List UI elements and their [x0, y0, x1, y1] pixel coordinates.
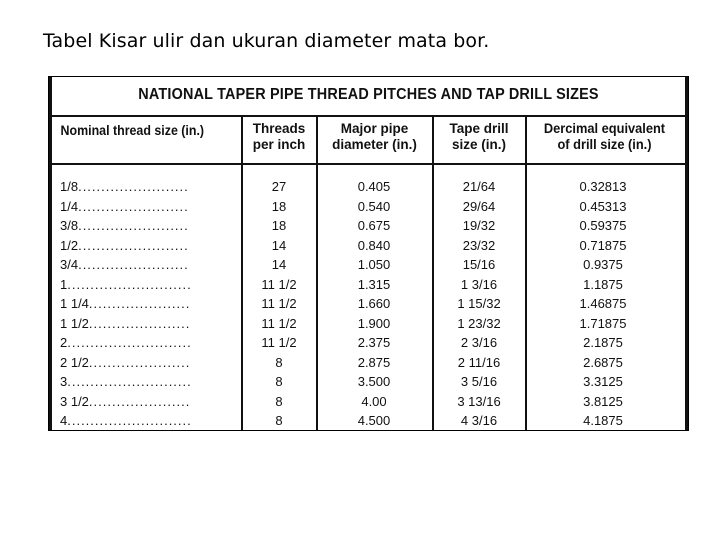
header-decimal-line1: Dercimal equivalent — [543, 121, 666, 136]
header-tape — [434, 121, 524, 153]
cell-major-diameter: 2.875 — [357, 354, 391, 370]
cell-major-diameter: 1.050 — [357, 257, 391, 272]
leader-dots: ........................... — [67, 374, 192, 389]
thread-table — [48, 76, 689, 431]
leader-dots: ........................ — [78, 257, 189, 272]
leader-dots: ...................... — [88, 354, 191, 370]
cell-major-diameter: 3.500 — [357, 374, 391, 389]
cell-nominal-size — [60, 413, 192, 428]
leader-dots: ........................ — [78, 237, 189, 253]
table-row — [49, 199, 688, 214]
cell-decimal-equivalent: 2.6875 — [583, 354, 623, 370]
table-row — [49, 335, 688, 350]
cell-tap-drill-size: 2 11/16 — [457, 354, 501, 370]
cell-nominal-size — [60, 218, 189, 233]
cell-threads-per-inch: 11 1/2 — [261, 296, 297, 311]
cell-threads-per-inch: 18 — [271, 218, 287, 233]
header-divider — [49, 163, 688, 165]
cell-nominal-size — [60, 238, 189, 253]
nominal-size-value: 3 — [60, 374, 68, 389]
leader-dots: ...................... — [88, 315, 191, 331]
cell-tap-drill-size: 2 3/16 — [460, 335, 498, 350]
cell-nominal-size — [60, 316, 190, 331]
leader-dots: ........................ — [78, 179, 189, 194]
cell-threads-per-inch: 11 1/2 — [261, 335, 297, 350]
cell-nominal-size — [60, 335, 192, 350]
cell-major-diameter: 4.00 — [361, 393, 387, 409]
cell-threads-per-inch: 8 — [275, 393, 283, 409]
cell-decimal-equivalent: 0.9375 — [583, 257, 623, 272]
cell-tap-drill-size: 3 13/16 — [457, 393, 501, 409]
cell-major-diameter: 1.315 — [357, 276, 391, 292]
cell-major-diameter: 0.540 — [357, 198, 391, 214]
cell-decimal-equivalent: 0.32813 — [579, 179, 627, 194]
nominal-size-value: 1/2 — [60, 237, 79, 253]
cell-tap-drill-size: 21/64 — [462, 179, 496, 194]
header-major — [318, 121, 431, 153]
cell-decimal-equivalent: 3.8125 — [583, 393, 623, 409]
leader-dots: ........................ — [78, 218, 189, 233]
cell-tap-drill-size: 1 3/16 — [460, 276, 498, 292]
nominal-size-value: 1 1/4 — [60, 296, 89, 311]
nominal-size-value: 2 1/2 — [60, 354, 89, 370]
cell-tap-drill-size: 29/64 — [462, 198, 496, 214]
header-nominal: Nominal thread size (in.) — [60, 123, 205, 138]
header-tape-line1: Tape drill — [449, 121, 509, 136]
nominal-size-value: 1 — [60, 276, 68, 292]
table-row — [49, 374, 688, 389]
cell-nominal-size — [60, 257, 189, 272]
cell-nominal-size — [60, 199, 189, 214]
cell-decimal-equivalent: 4.1875 — [583, 413, 623, 428]
cell-threads-per-inch: 14 — [271, 257, 287, 272]
title-divider — [49, 115, 688, 117]
nominal-size-value: 3/4 — [60, 257, 79, 272]
cell-major-diameter: 0.675 — [357, 218, 391, 233]
table-row — [49, 179, 688, 194]
cell-threads-per-inch: 18 — [271, 198, 287, 214]
leader-dots: ........................... — [67, 276, 192, 292]
cell-major-diameter: 4.500 — [357, 413, 391, 428]
table-row — [49, 257, 688, 272]
table-row — [49, 316, 688, 331]
cell-decimal-equivalent: 0.45313 — [579, 198, 627, 214]
table-row — [49, 355, 688, 370]
cell-tap-drill-size: 19/32 — [462, 218, 496, 233]
header-decimal-line2: of drill size (in.) — [557, 137, 652, 152]
cell-decimal-equivalent: 1.1875 — [583, 276, 623, 292]
cell-tap-drill-size: 3 5/16 — [460, 374, 498, 389]
slide-title: Tabel Kisar ulir dan ukuran diameter mata bor. — [43, 30, 490, 52]
cell-threads-per-inch: 8 — [275, 354, 283, 370]
cell-nominal-size — [60, 355, 190, 370]
cell-major-diameter: 0.840 — [357, 237, 391, 253]
nominal-size-value: 1/4 — [60, 198, 79, 214]
cell-tap-drill-size: 1 15/32 — [457, 296, 501, 311]
cell-threads-per-inch: 8 — [275, 413, 283, 428]
cell-nominal-size — [60, 296, 190, 311]
cell-threads-per-inch: 8 — [275, 374, 283, 389]
header-threads — [243, 121, 315, 153]
cell-tap-drill-size: 1 23/32 — [457, 315, 501, 331]
header-major-line2: diameter (in.) — [332, 137, 417, 152]
cell-tap-drill-size: 4 3/16 — [460, 413, 498, 428]
nominal-size-value: 4 — [60, 413, 68, 428]
table-row — [49, 277, 688, 292]
cell-decimal-equivalent: 0.59375 — [579, 218, 627, 233]
table-row — [49, 296, 688, 311]
cell-threads-per-inch: 11 1/2 — [261, 315, 297, 331]
cell-decimal-equivalent: 1.46875 — [579, 296, 627, 311]
header-major-line1: Major pipe — [340, 121, 409, 136]
table-row — [49, 394, 688, 409]
header-tape-line2: size (in.) — [451, 137, 506, 152]
cell-major-diameter: 0.405 — [357, 179, 391, 194]
cell-decimal-equivalent: 0.71875 — [579, 237, 627, 253]
cell-decimal-equivalent: 1.71875 — [579, 315, 627, 331]
cell-nominal-size — [60, 374, 192, 389]
cell-decimal-equivalent: 3.3125 — [583, 374, 623, 389]
leader-dots: ........................ — [78, 198, 189, 214]
table-title: NATIONAL TAPER PIPE THREAD PITCHES AND TAP DRILL SIZES — [138, 86, 599, 103]
cell-major-diameter: 1.660 — [357, 296, 391, 311]
table-row — [49, 413, 688, 428]
leader-dots: ........................... — [67, 335, 192, 350]
cell-nominal-size — [60, 394, 190, 409]
cell-tap-drill-size: 23/32 — [462, 237, 496, 253]
cell-nominal-size — [60, 277, 192, 292]
cell-threads-per-inch: 11 1/2 — [261, 276, 297, 292]
header-threads-line1: Threads — [252, 121, 306, 136]
nominal-size-value: 1/8 — [60, 179, 79, 194]
cell-decimal-equivalent: 2.1875 — [583, 335, 623, 350]
cell-tap-drill-size: 15/16 — [462, 257, 496, 272]
cell-threads-per-inch: 27 — [271, 179, 287, 194]
cell-major-diameter: 1.900 — [357, 315, 391, 331]
cell-threads-per-inch: 14 — [271, 237, 287, 253]
header-decimal — [531, 121, 678, 153]
cell-nominal-size — [60, 179, 189, 194]
leader-dots: ........................... — [67, 413, 192, 428]
leader-dots: ...................... — [88, 393, 191, 409]
table-row — [49, 218, 688, 233]
nominal-size-value: 3 1/2 — [60, 393, 89, 409]
table-row — [49, 238, 688, 253]
nominal-size-value: 3/8 — [60, 218, 79, 233]
nominal-size-value: 1 1/2 — [60, 315, 89, 331]
nominal-size-value: 2 — [60, 335, 68, 350]
leader-dots: ...................... — [88, 296, 191, 311]
header-threads-line2: per inch — [252, 137, 306, 152]
cell-major-diameter: 2.375 — [357, 335, 391, 350]
